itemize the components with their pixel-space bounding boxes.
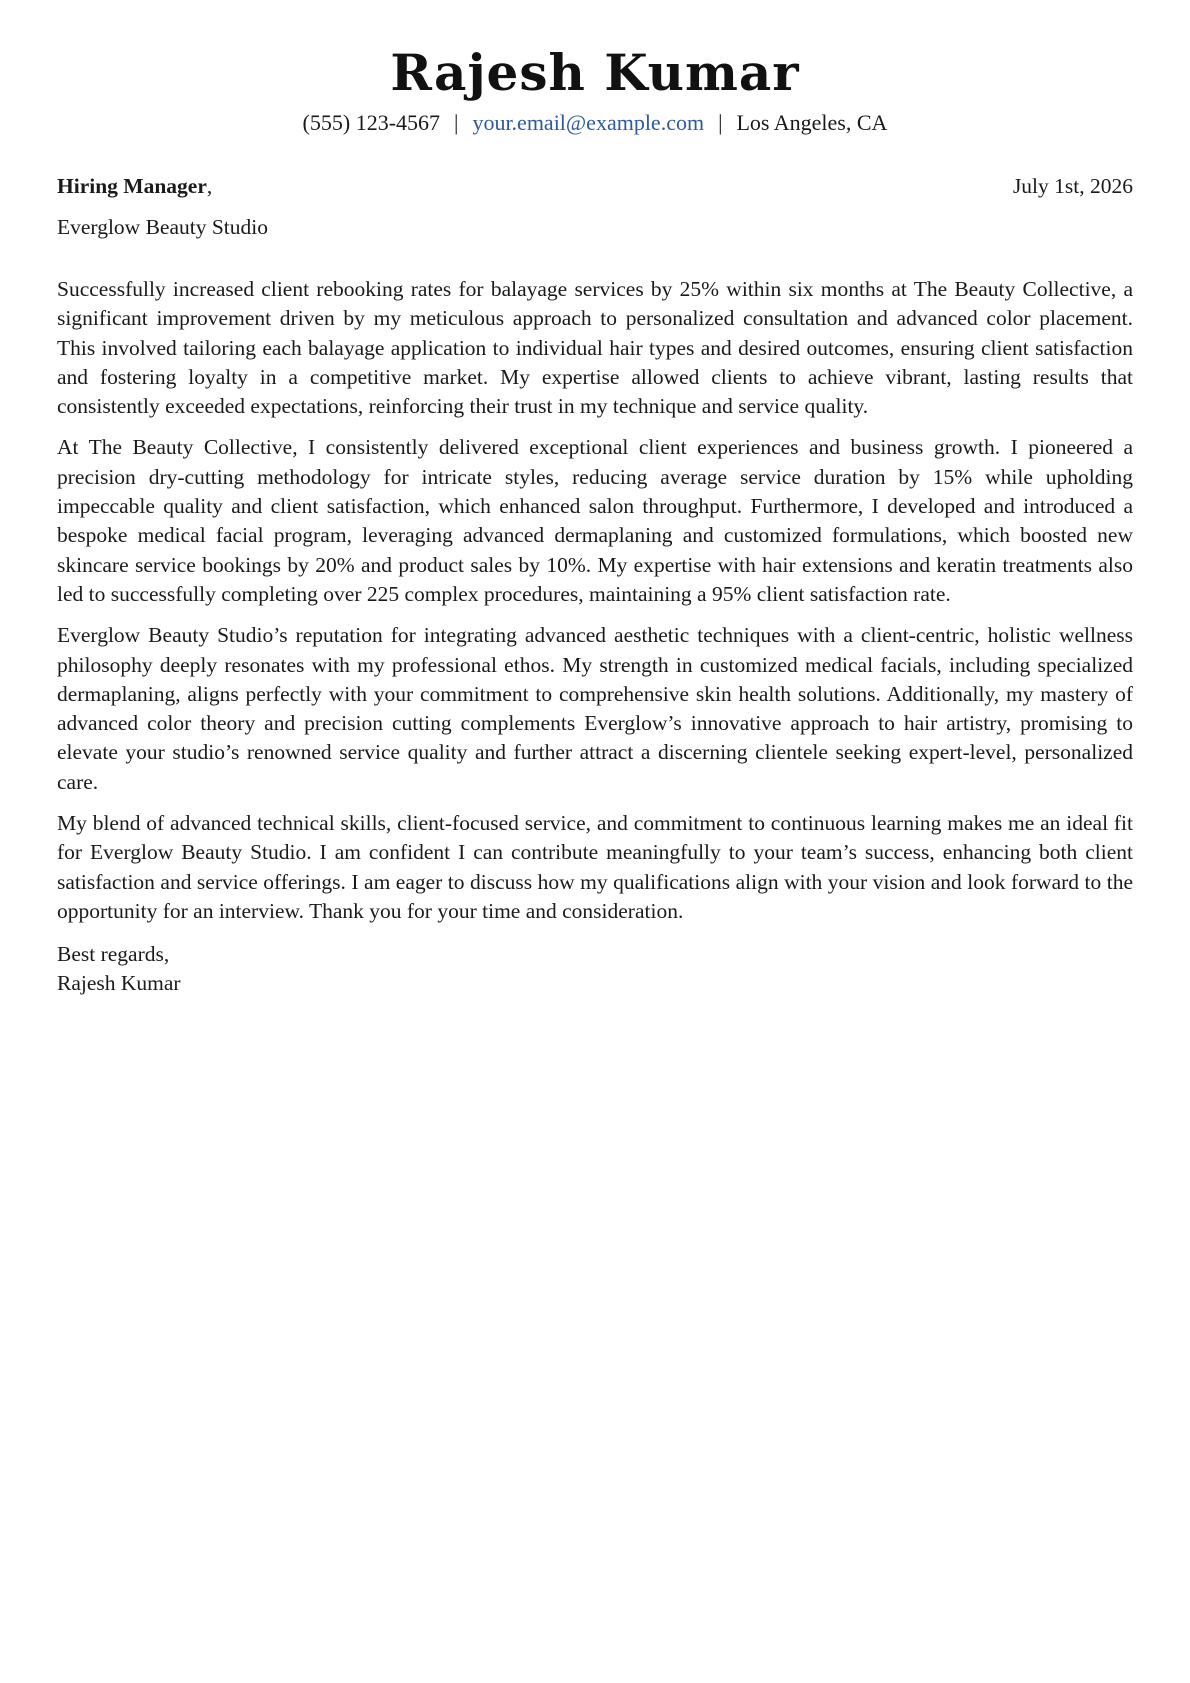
closing-block <box>57 940 1133 998</box>
body-paragraph: Successfully increased client rebooking rates for balayage services by 25% within six months at The Beauty Collective, a significant improvement driven by my meticulous approach to personalized consultation and advanced color placement. This involved tailoring each balayage application to individual hair types and desired outcomes, ensuring client satisfaction and fostering loyalty in a competitive market. My expertise allowed clients to achieve vibrant, lasting results that consistently exceeded expectations, reinforcing their trust in my technique and service quality. <box>57 277 1133 419</box>
closing-phrase: Best regards, <box>57 942 170 967</box>
phone-number: (555) 123-4567 <box>302 110 441 135</box>
contact-separator: | <box>454 110 459 135</box>
letter-body <box>57 275 1133 926</box>
company-name: Everglow Beauty Studio <box>57 215 269 239</box>
applicant-name: Rajesh Kumar <box>390 43 800 102</box>
recipient-suffix: , <box>206 174 213 198</box>
letter-date: July 1st, 2026 <box>1012 174 1133 198</box>
recipient-name: Hiring Manager <box>57 174 207 198</box>
contact-separator: | <box>718 110 723 135</box>
body-paragraph: At The Beauty Collective, I consistently delivered exceptional client experiences and business growth. I pioneered a precision dry-cutting methodology for intricate styles, reducing average service duration by 15% while upholding impeccable quality and client satisfaction, which enhanced salon throughput. Furthermore, I developed and introduced a bespoke medical facial program, leveraging advanced dermaplaning and customized formulations, which boosted new skincare service bookings by 20% and product sales by 10%. My expertise with hair extensions and keratin treatments also led to successfully completing over 225 complex procedures, maintaining a 95% client satisfaction rate. <box>57 435 1133 606</box>
recipient-block <box>57 173 212 199</box>
email-link[interactable]: your.email@example.com <box>472 110 705 135</box>
body-paragraph: My blend of advanced technical skills, client-focused service, and commitment to continuous learning makes me an ideal fit for Everglow Beauty Studio. I am confident I can contribute meaningfully to your team’s success, enhancing both client satisfaction and service offerings. I am eager to discuss how my qualifications align with your vision and look forward to the opportunity for an interview. Thank you for your time and consideration. <box>57 811 1133 923</box>
body-paragraph: Everglow Beauty Studio’s reputation for integrating advanced aesthetic techniques with a client-centric, holistic wellness philosophy deeply resonates with my professional ethos. My strength in customized medical facials, including specialized dermaplaning, aligns perfectly with your commitment to comprehensive skin health solutions. Additionally, my mastery of advanced color theory and precision cutting complements Everglow’s innovative approach to hair artistry, promising to elevate your studio’s renowned service quality and further attract a discerning clientele seeking expert-level, personalized care. <box>57 623 1133 794</box>
signature-name: Rajesh Kumar <box>57 971 181 996</box>
salutation-row <box>57 173 1133 199</box>
contact-line <box>57 110 1133 136</box>
location: Los Angeles, CA <box>736 110 888 135</box>
cover-letter-page <box>57 0 1133 998</box>
